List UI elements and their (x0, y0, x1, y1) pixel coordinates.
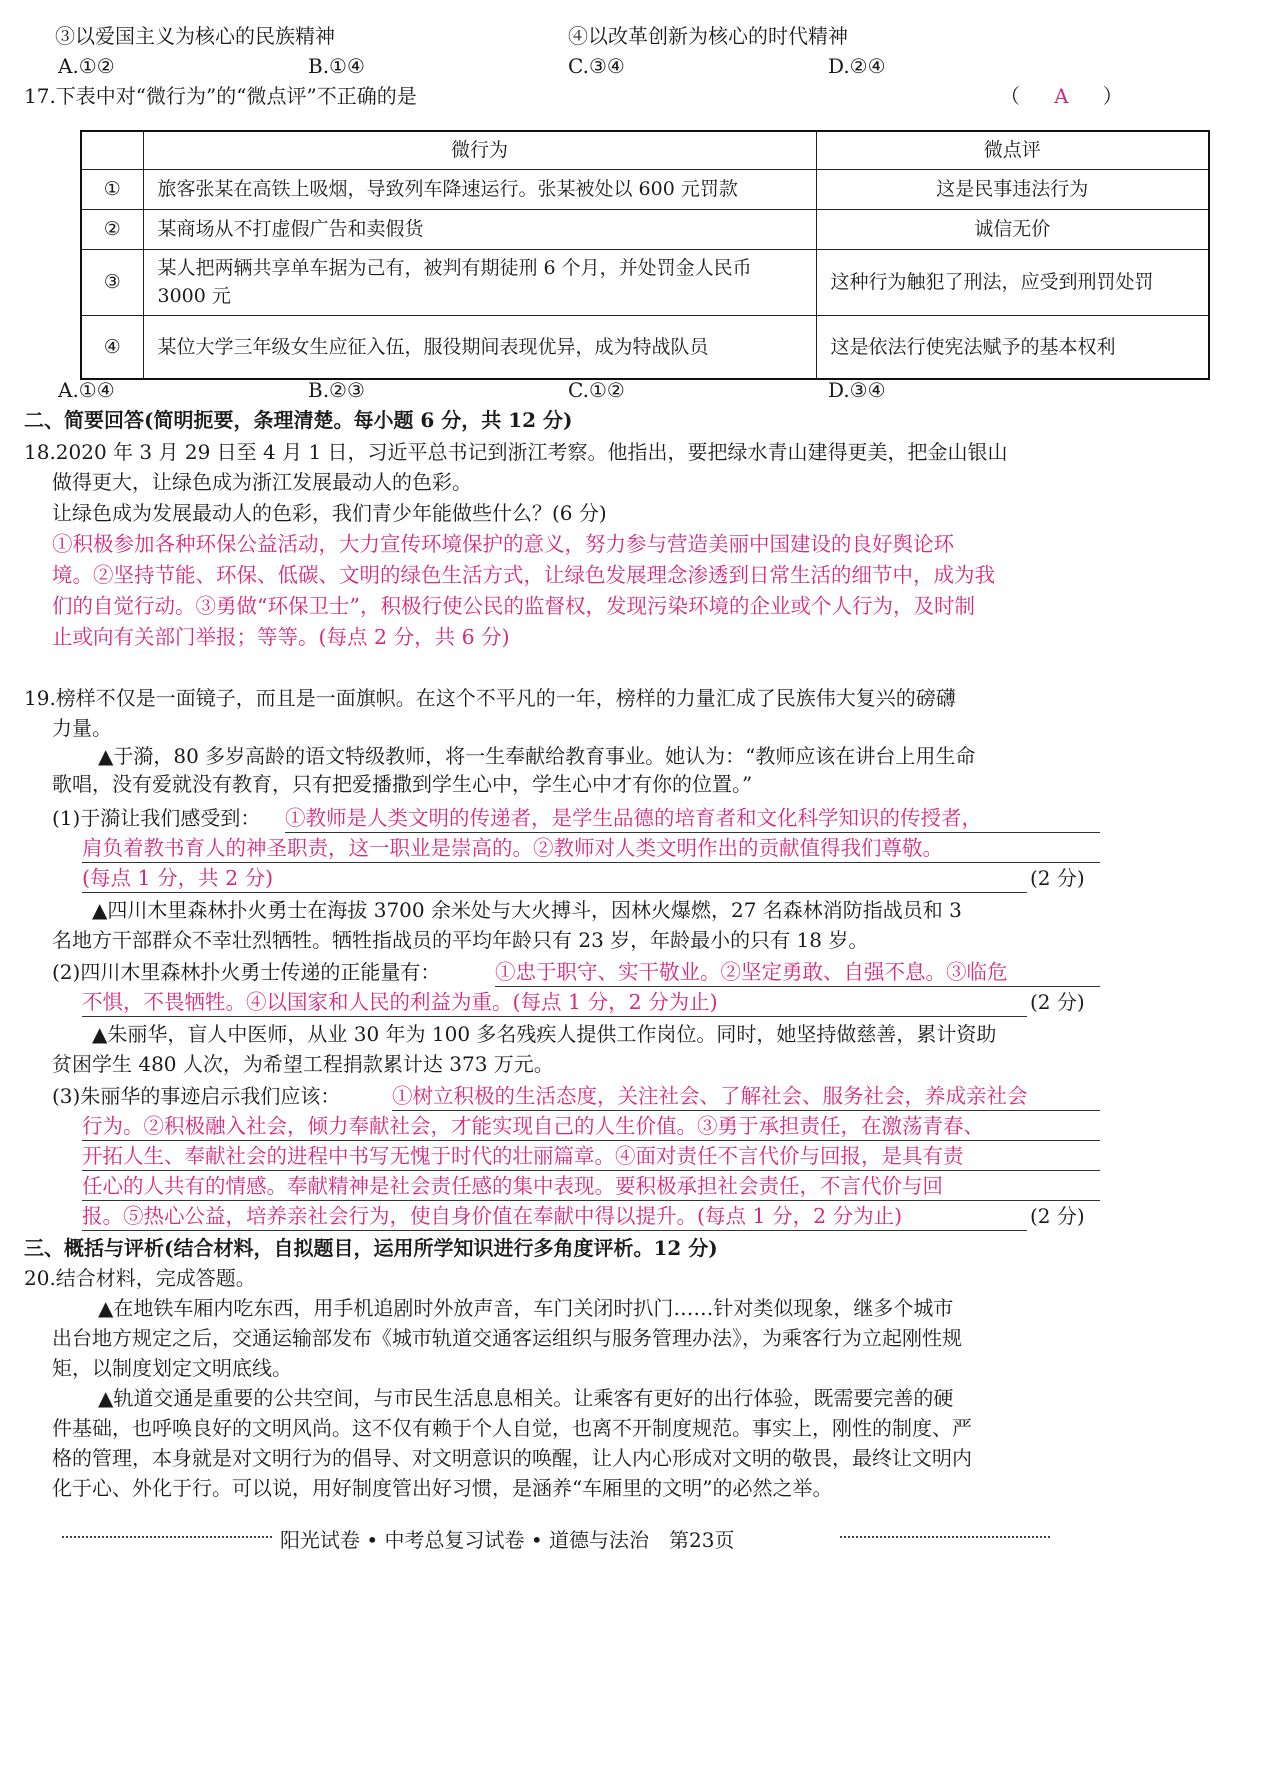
section-2-title: 二、简要回答(简明扼要，条理清楚。每小题 6 分，共 12 分) (24, 408, 573, 432)
q19-part-3-score: (2 分) (1030, 1204, 1085, 1228)
header-blank (81, 131, 143, 169)
row-comment: 诚信无价 (816, 209, 1209, 249)
q20-material-1: ▲在地铁车厢内吃东西，用手机追剧时外放声音，车门关闭时扒门……针对类似现象，继多个城市 (98, 1296, 954, 1320)
row-num: ④ (81, 315, 143, 379)
choice-c: C.③④ (568, 54, 625, 78)
table-header-row (81, 131, 1209, 169)
q19-part-3-answer: 开拓人生、奉献社会的进程中书写无愧于时代的壮丽篇章。④面对责任不言代价与回报，是具有责 (82, 1144, 1100, 1171)
choice-d: D.②④ (828, 54, 886, 78)
q17-table (80, 130, 1210, 380)
footer-rule-left (62, 1536, 272, 1538)
q17-answer-bracket (1000, 84, 1123, 108)
row-num: ① (81, 169, 143, 209)
q19-part-1-label: (1)于漪让我们感受到： (52, 806, 261, 830)
q18-answer-line: 境。②坚持节能、环保、低碳、文明的绿色生活方式，让绿色发展理念渗透到日常生活的细节中，成为我 (52, 563, 995, 587)
row-comment: 这是民事违法行为 (816, 169, 1209, 209)
q17-choice-d: D.③④ (828, 378, 886, 402)
row-comment: 这是依法行使宪法赋予的基本权利 (816, 315, 1209, 379)
q19-material-3: 贫困学生 480 人次，为希望工程捐款累计达 373 万元。 (52, 1052, 554, 1076)
q20-material-2: 化于心、外化于行。可以说，用好制度管出好习惯，是涵养“车厢里的文明”的必然之举。 (52, 1476, 833, 1500)
row-behavior: 某位大学三年级女生应征入伍，服役期间表现优异，成为特战队员 (143, 315, 816, 379)
q19-stem: 力量。 (52, 716, 112, 740)
q18-line: 做得更大，让绿色成为浙江发展最动人的色彩。 (52, 470, 472, 494)
q17-choice-c: C.①② (568, 378, 625, 402)
q17-choice-a: A.①④ (58, 378, 115, 402)
q18-answer-line: ①积极参加各种环保公益活动，大力宣传环境保护的意义，努力参与营造美丽中国建设的良好舆论环 (52, 532, 954, 556)
q20-material-2: ▲轨道交通是重要的公共空间，与市民生活息息相关。让乘客有更好的出行体验，既需要完善的硬 (98, 1386, 954, 1410)
q20-material-1: 矩，以制度划定文明底线。 (52, 1356, 292, 1380)
q17-choice-b: B.②③ (308, 378, 365, 402)
paren-close: ） (1102, 84, 1123, 108)
q20-material-2: 件基础，也呼唤良好的文明风尚。这不仅有赖于个人自觉，也离不开制度规范。事实上，刚性的制度、严 (52, 1416, 972, 1440)
q19-part-3-label: (3)朱丽华的事迹启示我们应该： (52, 1084, 341, 1108)
q19-part-3-answer: 任心的人共有的情感。奉献精神是社会责任感的集中表现。要积极承担社会责任，不言代价与回 (82, 1174, 1100, 1201)
header-comment: 微点评 (816, 131, 1209, 169)
header-behavior: 微行为 (143, 131, 816, 169)
row-behavior: 某人把两辆共享单车据为己有，被判有期徒刑 6 个月，并处罚金人民币 3000 元 (143, 249, 816, 315)
table-row (81, 209, 1209, 249)
q18-question: 让绿色成为发展最动人的色彩，我们青少年能做些什么？(6 分) (52, 501, 607, 525)
table-row (81, 249, 1209, 315)
q19-material-1: ▲于漪，80 多岁高龄的语文特级教师，将一生奉献给教育事业。她认为：“教师应该在讲台上用生命 (98, 744, 976, 768)
choice-a: A.①② (58, 54, 115, 78)
q19-material-2: ▲四川木里森林扑火勇士在海拔 3700 余米处与大火搏斗，因林火爆燃，27 名森林消防指战员和 3 (92, 898, 962, 922)
q19-material-2: 名地方干部群众不幸壮烈牺牲。牺牲指战员的平均年龄只有 23 岁，年龄最小的只有 18 岁。 (52, 928, 869, 952)
q19-part-2-answer: 不惧，不畏牺牲。④以国家和人民的利益为重。(每点 1 分，2 分为止) (82, 990, 1027, 1017)
q19-part-1-answer: 肩负着教书育人的神圣职责，这一职业是崇高的。②教师对人类文明作出的贡献值得我们尊敬。 (82, 836, 1100, 863)
row-comment: 这种行为触犯了刑法，应受到刑罚处罚 (816, 249, 1209, 315)
q19-stem: 19.榜样不仅是一面镜子，而且是一面旗帜。在这个不平凡的一年，榜样的力量汇成了民族伟大复兴的磅礴 (24, 686, 956, 710)
paren-open: （ (1000, 84, 1020, 108)
option-4: ④以改革创新为核心的时代精神 (568, 24, 848, 48)
q19-part-3-answer: ①树立积极的生活态度，关注社会、了解社会、服务社会，养成亲社会 (392, 1084, 1100, 1111)
q19-part-2-answer: ①忠于职守、实干敬业。②坚定勇敢、自强不息。③临危 (495, 960, 1100, 987)
q18-answer-line: 们的自觉行动。③勇做“环保卫士”，积极行使公民的监督权，发现污染环境的企业或个人行为，及时制 (52, 594, 975, 618)
row-behavior: 某商场从不打虚假广告和卖假货 (143, 209, 816, 249)
q19-part-2-score: (2 分) (1030, 990, 1085, 1014)
row-num: ③ (81, 249, 143, 315)
q17-answer: A (1054, 84, 1069, 108)
q20-material-1: 出台地方规定之后，交通运输部发布《城市轨道交通客运组织与服务管理办法》，为乘客行为立起刚性规 (52, 1326, 962, 1350)
q19-material-3: ▲朱丽华，盲人中医师，从业 30 年为 100 多名残疾人提供工作岗位。同时，她坚持做慈善，累计资助 (92, 1022, 997, 1046)
choice-b: B.①④ (308, 54, 365, 78)
q19-material-1: 歌唱，没有爱就没有教育，只有把爱播撒到学生心中，学生心中才有你的位置。” (52, 772, 753, 796)
q17-stem: 17.下表中对“微行为”的“微点评”不正确的是 (24, 84, 417, 108)
q18-line: 18.2020 年 3 月 29 日至 4 月 1 日，习近平总书记到浙江考察。他指出，要把绿水青山建得更美，把金山银山 (24, 440, 1008, 464)
q18-answer-line: 止或向有关部门举报；等等。(每点 2 分，共 6 分) (52, 625, 510, 649)
table-row (81, 315, 1209, 379)
q20-stem: 20.结合材料，完成答题。 (24, 1266, 256, 1290)
section-3-title: 三、概括与评析(结合材料，自拟题目，运用所学知识进行多角度评析。12 分) (24, 1236, 718, 1260)
q20-material-2: 格的管理，本身就是对文明行为的倡导、对文明意识的唤醒，让人内心形成对文明的敬畏，最终让文明内 (52, 1446, 972, 1470)
row-num: ② (81, 209, 143, 249)
q19-part-2-label: (2)四川木里森林扑火勇士传递的正能量有： (52, 960, 441, 984)
q19-part-1-answer: (每点 1 分，共 2 分) (82, 866, 1027, 893)
table-row (81, 169, 1209, 209)
q19-part-3-answer: 行为。②积极融入社会，倾力奉献社会，才能实现自己的人生价值。③勇于承担责任，在激荡青春、 (82, 1114, 1100, 1141)
option-3: ③以爱国主义为核心的民族精神 (55, 24, 335, 48)
q19-part-3-answer: 报。⑤热心公益，培养亲社会行为，使自身价值在奉献中得以提升。(每点 1 分，2 分为止) (82, 1204, 1027, 1231)
row-behavior: 旅客张某在高铁上吸烟，导致列车降速运行。张某被处以 600 元罚款 (143, 169, 816, 209)
q19-part-1-score: (2 分) (1030, 866, 1085, 890)
footer-text: 阳光试卷 • 中考总复习试卷 • 道德与法治 第23页 (280, 1528, 735, 1552)
footer-rule-right (840, 1536, 1050, 1538)
q19-part-1-answer: ①教师是人类文明的传递者，是学生品德的培育者和文化科学知识的传授者， (285, 806, 1100, 833)
